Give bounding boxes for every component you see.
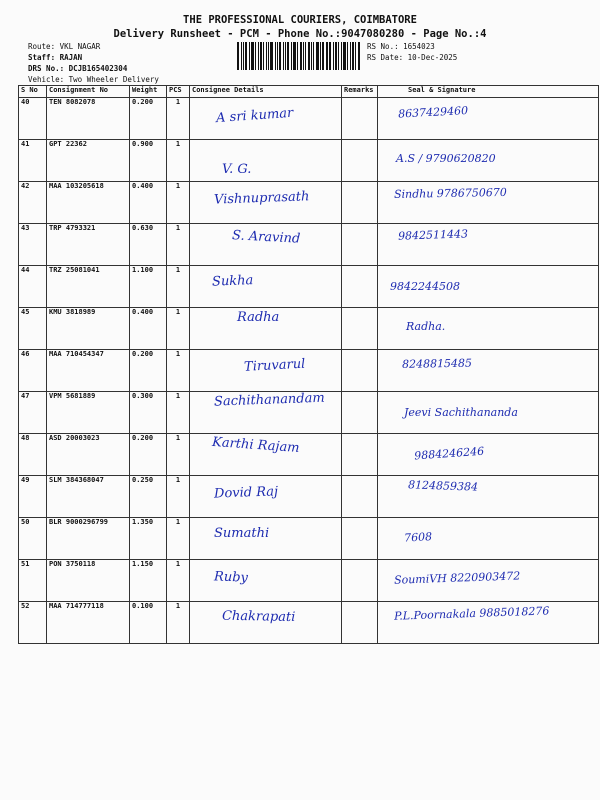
handwritten-signature: 9842244508	[390, 280, 460, 293]
barcode-bar	[255, 42, 256, 70]
runsheet-info-right	[367, 41, 457, 63]
company-title: THE PROFESSIONAL COURIERS, COIMBATORE	[183, 14, 417, 26]
handwritten-signature: A.S / 9790620820	[396, 152, 496, 165]
row-consignment-no: MAA 714777118	[47, 602, 130, 644]
row-weight: 0.200	[130, 434, 167, 476]
col-header-signature: Seal & Signature	[378, 86, 599, 98]
barcode-bar	[268, 42, 270, 70]
barcode-bar	[341, 42, 342, 70]
row-signature-cell	[378, 518, 599, 560]
consignee-handwritten-name: A sri kumar	[215, 105, 294, 127]
barcode-bar	[327, 42, 328, 70]
col-header-consignee: Consignee Details	[190, 86, 342, 98]
barcode-bar	[313, 42, 314, 70]
barcode-bar	[285, 42, 286, 70]
row-consignee-cell	[190, 392, 342, 434]
consignee-handwritten-name: Sukha	[211, 273, 254, 290]
barcode-bar	[329, 42, 331, 70]
runsheet-table	[18, 85, 599, 644]
row-signature-cell	[378, 560, 599, 602]
row-pcs: 1	[167, 392, 190, 434]
row-weight: 0.200	[130, 350, 167, 392]
row-weight: 1.100	[130, 266, 167, 308]
row-consignment-no: TRZ 25081041	[47, 266, 130, 308]
table-row	[19, 266, 599, 308]
handwritten-signature: P.L.Poornakala 9885018276	[393, 604, 550, 623]
table-row	[19, 560, 599, 602]
table-row	[19, 476, 599, 518]
row-pcs: 1	[167, 182, 190, 224]
row-consignment-no: KMU 3818989	[47, 308, 130, 350]
row-pcs: 1	[167, 560, 190, 602]
row-consignment-no: MAA 103205618	[47, 182, 130, 224]
barcode-bar	[297, 42, 298, 70]
barcode-bar	[352, 42, 354, 70]
barcode-bar	[347, 42, 348, 70]
row-consignee-cell	[190, 224, 342, 266]
barcode-bar	[308, 42, 310, 70]
barcode-bar	[293, 42, 296, 70]
row-signature-cell	[378, 476, 599, 518]
row-weight: 0.900	[130, 140, 167, 182]
table-row	[19, 98, 599, 140]
barcode-bar	[258, 42, 259, 70]
row-consignee-cell	[190, 140, 342, 182]
row-consignee-cell	[190, 560, 342, 602]
row-consignment-no: TRP 4793321	[47, 224, 130, 266]
barcode-bar	[300, 42, 302, 70]
row-sno: 44	[19, 266, 47, 308]
table-header-row	[19, 86, 599, 98]
table-row	[19, 308, 599, 350]
table-row	[19, 224, 599, 266]
consignee-handwritten-name: Dovid Raj	[213, 484, 279, 502]
table-row	[19, 518, 599, 560]
rs-date: RS Date: 10-Dec-2025	[367, 53, 458, 62]
col-header-remarks: Remarks	[342, 86, 378, 98]
row-pcs: 1	[167, 434, 190, 476]
row-signature-cell	[378, 350, 599, 392]
row-signature-cell	[378, 434, 599, 476]
barcode-bar	[305, 42, 306, 70]
col-header-pcs: PCS	[167, 86, 190, 98]
handwritten-signature: Jeevi Sachithananda	[404, 406, 518, 419]
row-sno: 51	[19, 560, 47, 602]
barcode-bar	[237, 42, 239, 70]
barcode-bar	[358, 42, 360, 70]
row-consignment-no: SLM 384368047	[47, 476, 130, 518]
handwritten-signature: 9884246246	[413, 444, 485, 463]
row-consignee-cell	[190, 350, 342, 392]
row-sno: 52	[19, 602, 47, 644]
staff-label: Staff: RAJAN	[28, 53, 83, 62]
row-consignment-no: PON 3750118	[47, 560, 130, 602]
row-consignee-cell	[190, 98, 342, 140]
row-pcs: 1	[167, 518, 190, 560]
row-sno: 42	[19, 182, 47, 224]
rs-number: RS No.: 1654023	[367, 42, 435, 51]
row-weight: 0.400	[130, 308, 167, 350]
row-pcs: 1	[167, 476, 190, 518]
handwritten-signature: SoumiVH 8220903472	[393, 569, 521, 587]
barcode-icon	[237, 42, 361, 70]
consignee-handwritten-name: Radha	[237, 310, 280, 325]
consignee-handwritten-name: Sachithanandam	[213, 390, 325, 410]
row-sno: 43	[19, 224, 47, 266]
barcode-bar	[350, 42, 351, 70]
vehicle-label: Vehicle: Two Wheeler Delivery	[28, 75, 159, 84]
drs-number: DRS No.: DCJB165402304	[28, 64, 128, 73]
handwritten-signature: Radha.	[406, 320, 446, 333]
barcode-bar	[241, 42, 242, 70]
table-row	[19, 182, 599, 224]
row-consignment-no: BLR 9000296799	[47, 518, 130, 560]
barcode-bar	[320, 42, 321, 70]
consignee-handwritten-name: Sumathi	[214, 526, 270, 541]
handwritten-signature: 9842511443	[397, 227, 469, 243]
handwritten-signature: 8248815485	[401, 356, 473, 371]
table-row	[19, 392, 599, 434]
row-pcs: 1	[167, 350, 190, 392]
row-pcs: 1	[167, 602, 190, 644]
barcode-bar	[311, 42, 312, 70]
row-consignment-no: GPT 22362	[47, 140, 130, 182]
barcode-bar	[287, 42, 289, 70]
row-consignment-no: MAA 710454347	[47, 350, 130, 392]
row-sno: 41	[19, 140, 47, 182]
barcode-bar	[249, 42, 250, 70]
row-pcs: 1	[167, 266, 190, 308]
row-signature-cell	[378, 392, 599, 434]
consignee-handwritten-name: Vishnuprasath	[213, 189, 310, 208]
table-row	[19, 602, 599, 644]
barcode-bar	[343, 42, 346, 70]
row-consignment-no: ASD 20003023	[47, 434, 130, 476]
consignee-handwritten-name: Karthi Rajam	[211, 434, 301, 456]
row-weight: 0.400	[130, 182, 167, 224]
consignee-handwritten-name: S. Aravind	[231, 228, 301, 247]
barcode-bar	[251, 42, 254, 70]
table-body	[19, 98, 599, 644]
row-consignment-no: VPM 5681889	[47, 392, 130, 434]
table-row	[19, 350, 599, 392]
row-consignee-cell	[190, 308, 342, 350]
barcode-bar	[355, 42, 356, 70]
barcode-bar	[275, 42, 276, 70]
consignee-handwritten-name: Tiruvarul	[243, 356, 306, 375]
row-signature-cell	[378, 182, 599, 224]
row-pcs: 1	[167, 140, 190, 182]
barcode-bar	[291, 42, 292, 70]
row-sno: 48	[19, 434, 47, 476]
row-sno: 50	[19, 518, 47, 560]
row-consignee-cell	[190, 266, 342, 308]
row-signature-cell	[378, 308, 599, 350]
row-consignee-cell	[190, 434, 342, 476]
handwritten-signature: 7608	[403, 530, 433, 545]
runsheet-info-left	[28, 41, 159, 85]
row-consignment-no: TEN 8082078	[47, 98, 130, 140]
consignee-handwritten-name: V. G.	[222, 162, 252, 177]
barcode-bar	[303, 42, 304, 70]
barcode-bar	[243, 42, 244, 70]
col-header-sno: S No	[19, 86, 47, 98]
barcode-bar	[333, 42, 334, 70]
row-weight: 0.100	[130, 602, 167, 644]
col-header-weight: Weight	[130, 86, 167, 98]
handwritten-signature: 8124859384	[407, 478, 479, 494]
consignee-handwritten-name: Ruby	[213, 569, 249, 586]
row-weight: 0.250	[130, 476, 167, 518]
barcode-bar	[277, 42, 278, 70]
barcode-bar	[260, 42, 262, 70]
row-signature-cell	[378, 266, 599, 308]
row-weight: 0.200	[130, 98, 167, 140]
consignee-handwritten-name: Chakrapati	[221, 608, 296, 625]
col-header-consignment: Consignment No	[47, 86, 130, 98]
row-sno: 46	[19, 350, 47, 392]
row-sno: 45	[19, 308, 47, 350]
barcode-bar	[263, 42, 264, 70]
barcode-bar	[335, 42, 337, 70]
table-row	[19, 140, 599, 182]
row-weight: 1.150	[130, 560, 167, 602]
barcode-bar	[316, 42, 319, 70]
route-label: Route: VKL NAGAR	[28, 42, 101, 51]
barcode-bar	[338, 42, 339, 70]
row-sno: 47	[19, 392, 47, 434]
row-signature-cell	[378, 602, 599, 644]
row-pcs: 1	[167, 98, 190, 140]
barcode-bar	[279, 42, 281, 70]
row-sno: 49	[19, 476, 47, 518]
barcode-bar	[270, 42, 273, 70]
barcode-bar	[266, 42, 267, 70]
handwritten-signature: 8637429460	[397, 103, 469, 121]
barcode-bar	[245, 42, 247, 70]
handwritten-signature: Sindhu 9786750670	[393, 185, 507, 201]
row-weight: 0.300	[130, 392, 167, 434]
row-consignee-cell	[190, 518, 342, 560]
row-weight: 0.630	[130, 224, 167, 266]
table-row	[19, 434, 599, 476]
row-signature-cell	[378, 140, 599, 182]
row-pcs: 1	[167, 308, 190, 350]
row-weight: 1.350	[130, 518, 167, 560]
barcode-bar	[283, 42, 284, 70]
row-signature-cell	[378, 98, 599, 140]
runsheet-title: Delivery Runsheet - PCM - Phone No.:9047080280 - Page No.:4	[113, 28, 487, 40]
barcode-bar	[326, 42, 327, 70]
row-consignee-cell	[190, 602, 342, 644]
row-sno: 40	[19, 98, 47, 140]
barcode-bar	[322, 42, 324, 70]
row-consignee-cell	[190, 476, 342, 518]
row-consignee-cell	[190, 182, 342, 224]
row-signature-cell	[378, 224, 599, 266]
row-pcs: 1	[167, 224, 190, 266]
